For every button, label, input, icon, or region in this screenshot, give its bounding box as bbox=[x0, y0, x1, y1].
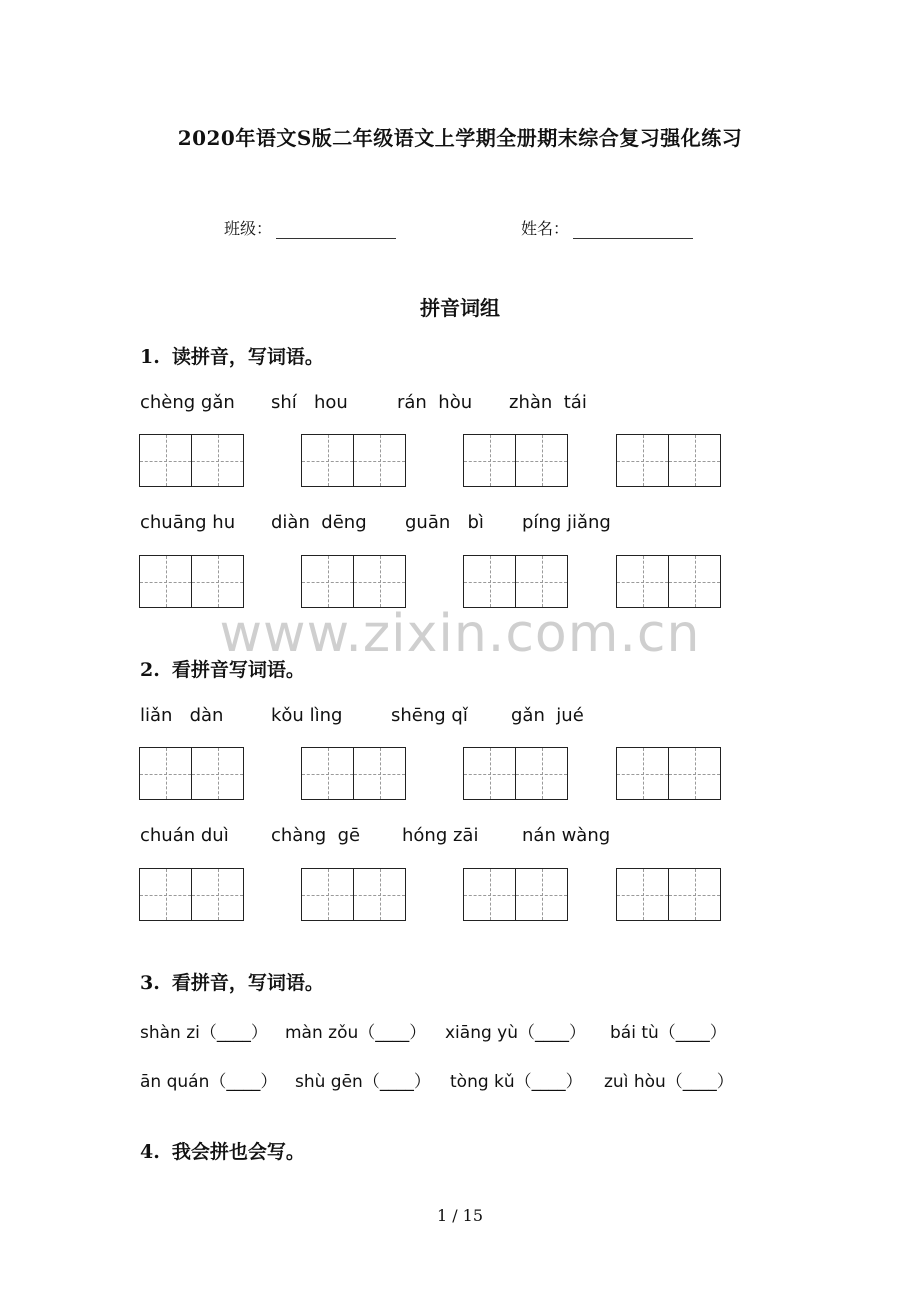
tianzi-grid-box[interactable] bbox=[301, 434, 406, 487]
class-field bbox=[224, 216, 396, 239]
fill-blank-item[interactable]: bái tù（____） bbox=[610, 1023, 727, 1043]
pinyin-item: nán wàng bbox=[522, 825, 611, 846]
tianzi-grid-box[interactable] bbox=[139, 747, 244, 800]
pinyin-item: chèng gǎn bbox=[140, 392, 235, 413]
question-text: 我会拼也会写。 bbox=[171, 1141, 305, 1163]
document-title: 2020年语文S版二年级语文上学期全册期末综合复习强化练习 bbox=[177, 126, 743, 150]
section-title: 拼音词组 bbox=[420, 296, 500, 320]
question-number: 3. bbox=[140, 972, 160, 994]
question-number: 2. bbox=[140, 659, 160, 681]
tianzi-grid-box[interactable] bbox=[301, 747, 406, 800]
tianzi-grid-box[interactable] bbox=[616, 555, 721, 608]
question-text: 看拼音，写词语。 bbox=[171, 972, 324, 994]
pinyin-item: chàng gē bbox=[271, 825, 361, 846]
page-number: 1 / 15 bbox=[436, 1206, 484, 1225]
tianzi-grid-box[interactable] bbox=[463, 555, 568, 608]
fill-blank-item[interactable]: tòng kǔ（____） bbox=[450, 1072, 583, 1092]
fill-blank-item[interactable]: màn zǒu（____） bbox=[285, 1023, 427, 1043]
tianzi-grid-box[interactable] bbox=[139, 868, 244, 921]
pinyin-item: zhàn tái bbox=[509, 392, 587, 413]
question-2 bbox=[140, 655, 305, 682]
tianzi-grid-box[interactable] bbox=[463, 434, 568, 487]
question-number: 1. bbox=[140, 346, 160, 368]
class-blank bbox=[276, 224, 396, 239]
pinyin-item: chuāng hu bbox=[140, 512, 236, 533]
fill-blank-item[interactable]: shù gēn（____） bbox=[295, 1072, 431, 1092]
fill-blank-item[interactable]: xiāng yù（____） bbox=[445, 1023, 587, 1043]
watermark: www.zixin.com.cn bbox=[219, 604, 701, 664]
pinyin-item: liǎn dàn bbox=[140, 705, 224, 726]
tianzi-grid-box[interactable] bbox=[463, 747, 568, 800]
name-label: 姓名： bbox=[521, 219, 570, 238]
pinyin-item: chuán duì bbox=[140, 825, 229, 846]
question-1 bbox=[140, 342, 324, 369]
tianzi-grid-box[interactable] bbox=[139, 555, 244, 608]
tianzi-grid-box[interactable] bbox=[463, 868, 568, 921]
tianzi-grid-box[interactable] bbox=[139, 434, 244, 487]
tianzi-grid-box[interactable] bbox=[616, 747, 721, 800]
tianzi-grid-box[interactable] bbox=[301, 868, 406, 921]
tianzi-grid-box[interactable] bbox=[301, 555, 406, 608]
pinyin-item: hóng zāi bbox=[402, 825, 479, 846]
pinyin-item: kǒu lìng bbox=[271, 705, 343, 726]
pinyin-item: rán hòu bbox=[397, 392, 473, 413]
pinyin-item: gǎn jué bbox=[511, 705, 584, 726]
pinyin-item: shēng qǐ bbox=[391, 705, 468, 726]
question-4 bbox=[140, 1137, 305, 1164]
tianzi-grid-box[interactable] bbox=[616, 868, 721, 921]
question-text: 看拼音写词语。 bbox=[171, 659, 305, 681]
question-text: 读拼音，写词语。 bbox=[171, 346, 324, 368]
class-label: 班级： bbox=[224, 219, 273, 238]
tianzi-grid-box[interactable] bbox=[616, 434, 721, 487]
fill-blank-item[interactable]: zuì hòu（____） bbox=[604, 1072, 734, 1092]
name-blank bbox=[573, 224, 693, 239]
pinyin-item: guān bì bbox=[405, 512, 484, 533]
pinyin-item: diàn dēng bbox=[271, 512, 367, 533]
question-number: 4. bbox=[140, 1141, 160, 1163]
name-field bbox=[521, 216, 693, 239]
question-3 bbox=[140, 968, 324, 995]
pinyin-item: píng jiǎng bbox=[522, 512, 611, 533]
fill-blank-item[interactable]: shàn zi（____） bbox=[140, 1023, 268, 1043]
pinyin-item: shí hou bbox=[271, 392, 348, 413]
fill-blank-item[interactable]: ān quán（____） bbox=[140, 1072, 278, 1092]
